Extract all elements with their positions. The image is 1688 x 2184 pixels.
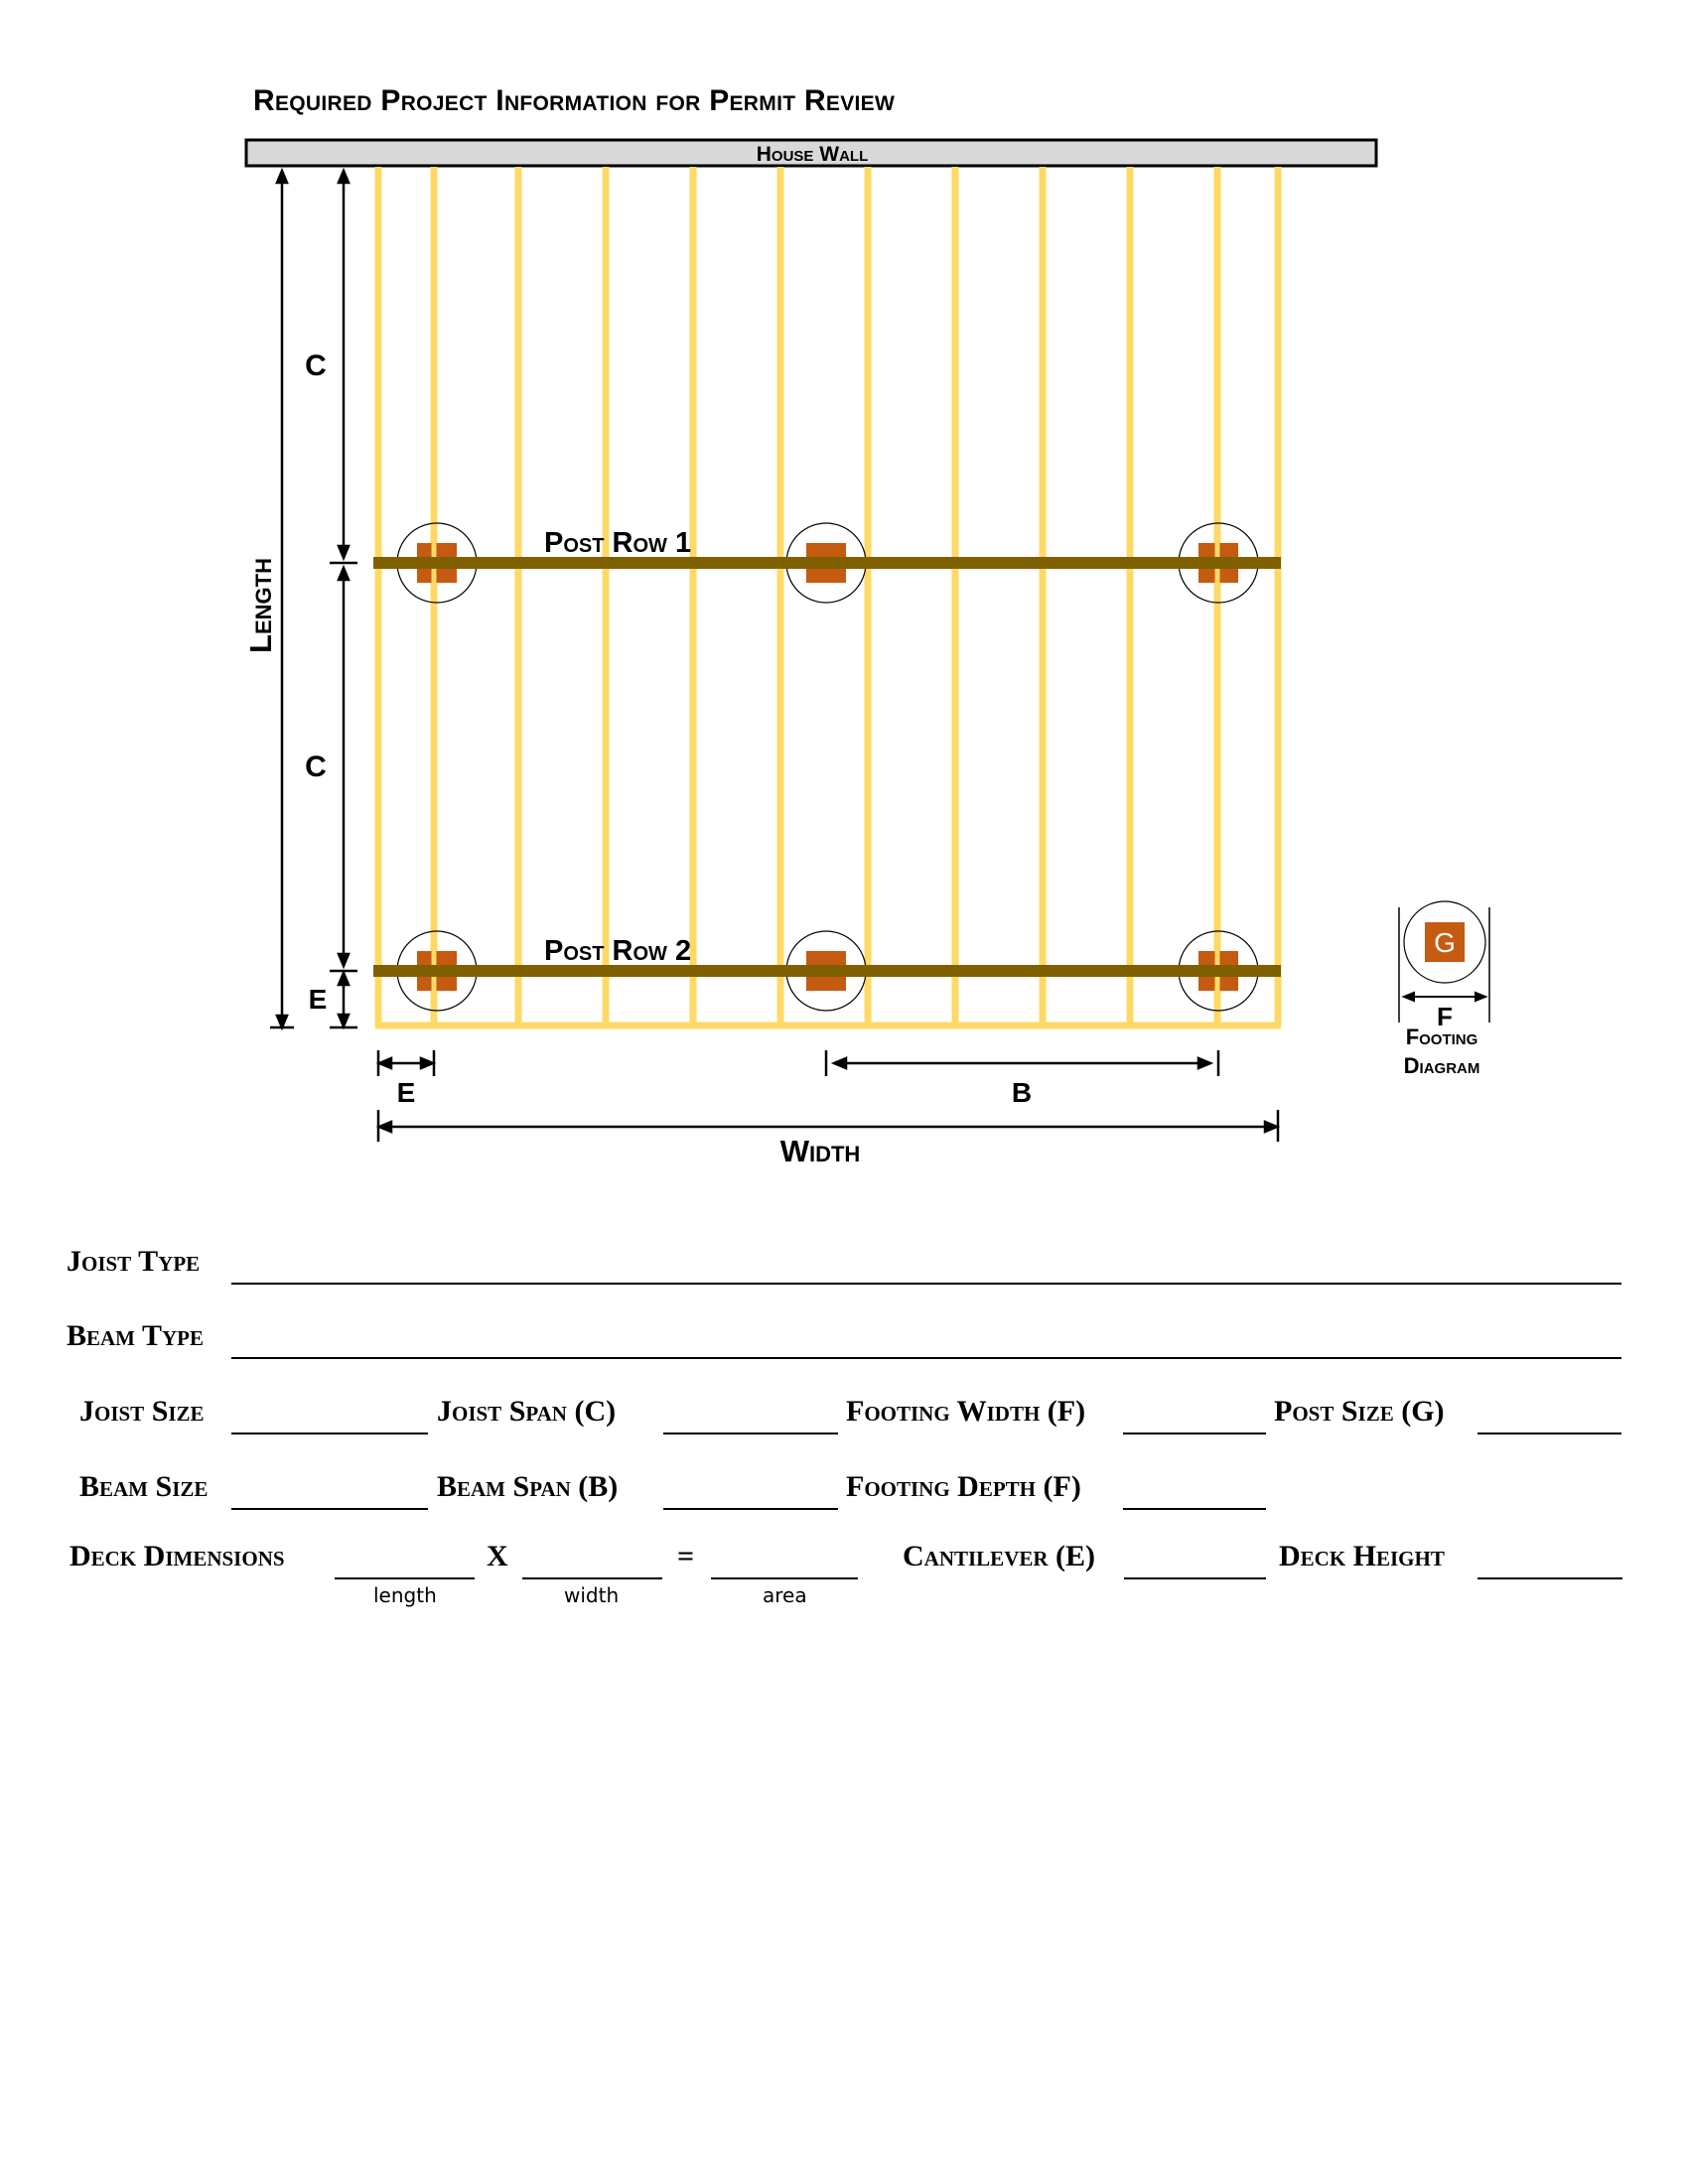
equals-sign: = xyxy=(677,1540,695,1572)
width-caption: width xyxy=(564,1583,620,1607)
post-row-2-label: Post Row 2 xyxy=(544,935,692,967)
footing-depth-field[interactable] xyxy=(1123,1508,1266,1510)
joist-span-field[interactable] xyxy=(663,1433,838,1434)
cantilever-field[interactable] xyxy=(1124,1577,1266,1579)
beam-size-label: Beam Size xyxy=(79,1470,209,1503)
beam-row-1 xyxy=(373,557,1281,569)
length-label: Length xyxy=(243,558,278,653)
length-caption: length xyxy=(373,1583,437,1607)
beam-type-field[interactable] xyxy=(231,1357,1621,1359)
posts xyxy=(417,543,1238,991)
footing-width-field[interactable] xyxy=(1123,1433,1266,1434)
cantilever-dimension xyxy=(378,1050,434,1076)
joist-type-label: Joist Type xyxy=(67,1245,201,1278)
times-sign: X xyxy=(487,1540,508,1572)
joist-type-field[interactable] xyxy=(231,1283,1621,1285)
beam-span-label: Beam Span (B) xyxy=(437,1470,619,1503)
joist-size-label: Joist Size xyxy=(79,1395,205,1428)
beam-size-field[interactable] xyxy=(231,1508,428,1510)
deck-dimensions-label: Deck Dimensions xyxy=(70,1540,285,1572)
cantilever-label-left: E xyxy=(308,984,328,1015)
area-caption: area xyxy=(763,1583,807,1607)
beam-span-field[interactable] xyxy=(663,1508,838,1510)
deck-area-field[interactable] xyxy=(711,1577,858,1579)
joist-size-field[interactable] xyxy=(231,1433,428,1434)
footing-width-label: F xyxy=(1437,1002,1453,1031)
joist-overlay xyxy=(434,541,1217,993)
footing-post-label: G xyxy=(1434,927,1456,958)
deck-height-field[interactable] xyxy=(1477,1577,1622,1579)
beam-row-2 xyxy=(373,965,1281,977)
footing-diagram-title-1: Footing xyxy=(1405,1024,1478,1049)
post-size-label: Post Size (G) xyxy=(1274,1395,1445,1428)
post-row-1-label: Post Row 1 xyxy=(544,527,692,559)
beam-span-dimension xyxy=(826,1050,1218,1076)
joists xyxy=(375,167,1281,1025)
footing-width-label: Footing Width (F) xyxy=(846,1395,1086,1428)
cantilever-label: Cantilever (E) xyxy=(903,1540,1096,1572)
beam-span-label: B xyxy=(1011,1077,1033,1108)
footing-depth-label: Footing Depth (F) xyxy=(846,1470,1081,1503)
deck-length-field[interactable] xyxy=(335,1577,475,1579)
post-size-field[interactable] xyxy=(1477,1433,1621,1434)
deck-height-label: Deck Height xyxy=(1279,1540,1445,1572)
joist-span-label-2: C xyxy=(305,751,327,783)
joist-span-label: Joist Span (C) xyxy=(437,1395,617,1428)
house-wall-label: House Wall xyxy=(756,143,869,166)
cantilever-label-bottom: E xyxy=(396,1077,416,1108)
footing-diagram-title-2: Diagram xyxy=(1403,1053,1480,1078)
width-label: Width xyxy=(779,1134,861,1168)
page-title: Required Project Information for Permit Review xyxy=(253,84,896,117)
footing-diagram xyxy=(1399,901,1489,1078)
beam-type-label: Beam Type xyxy=(67,1319,204,1352)
deck-width-field[interactable] xyxy=(522,1577,662,1579)
joist-span-dimension xyxy=(330,171,357,1027)
joist-span-label-1: C xyxy=(305,349,327,382)
